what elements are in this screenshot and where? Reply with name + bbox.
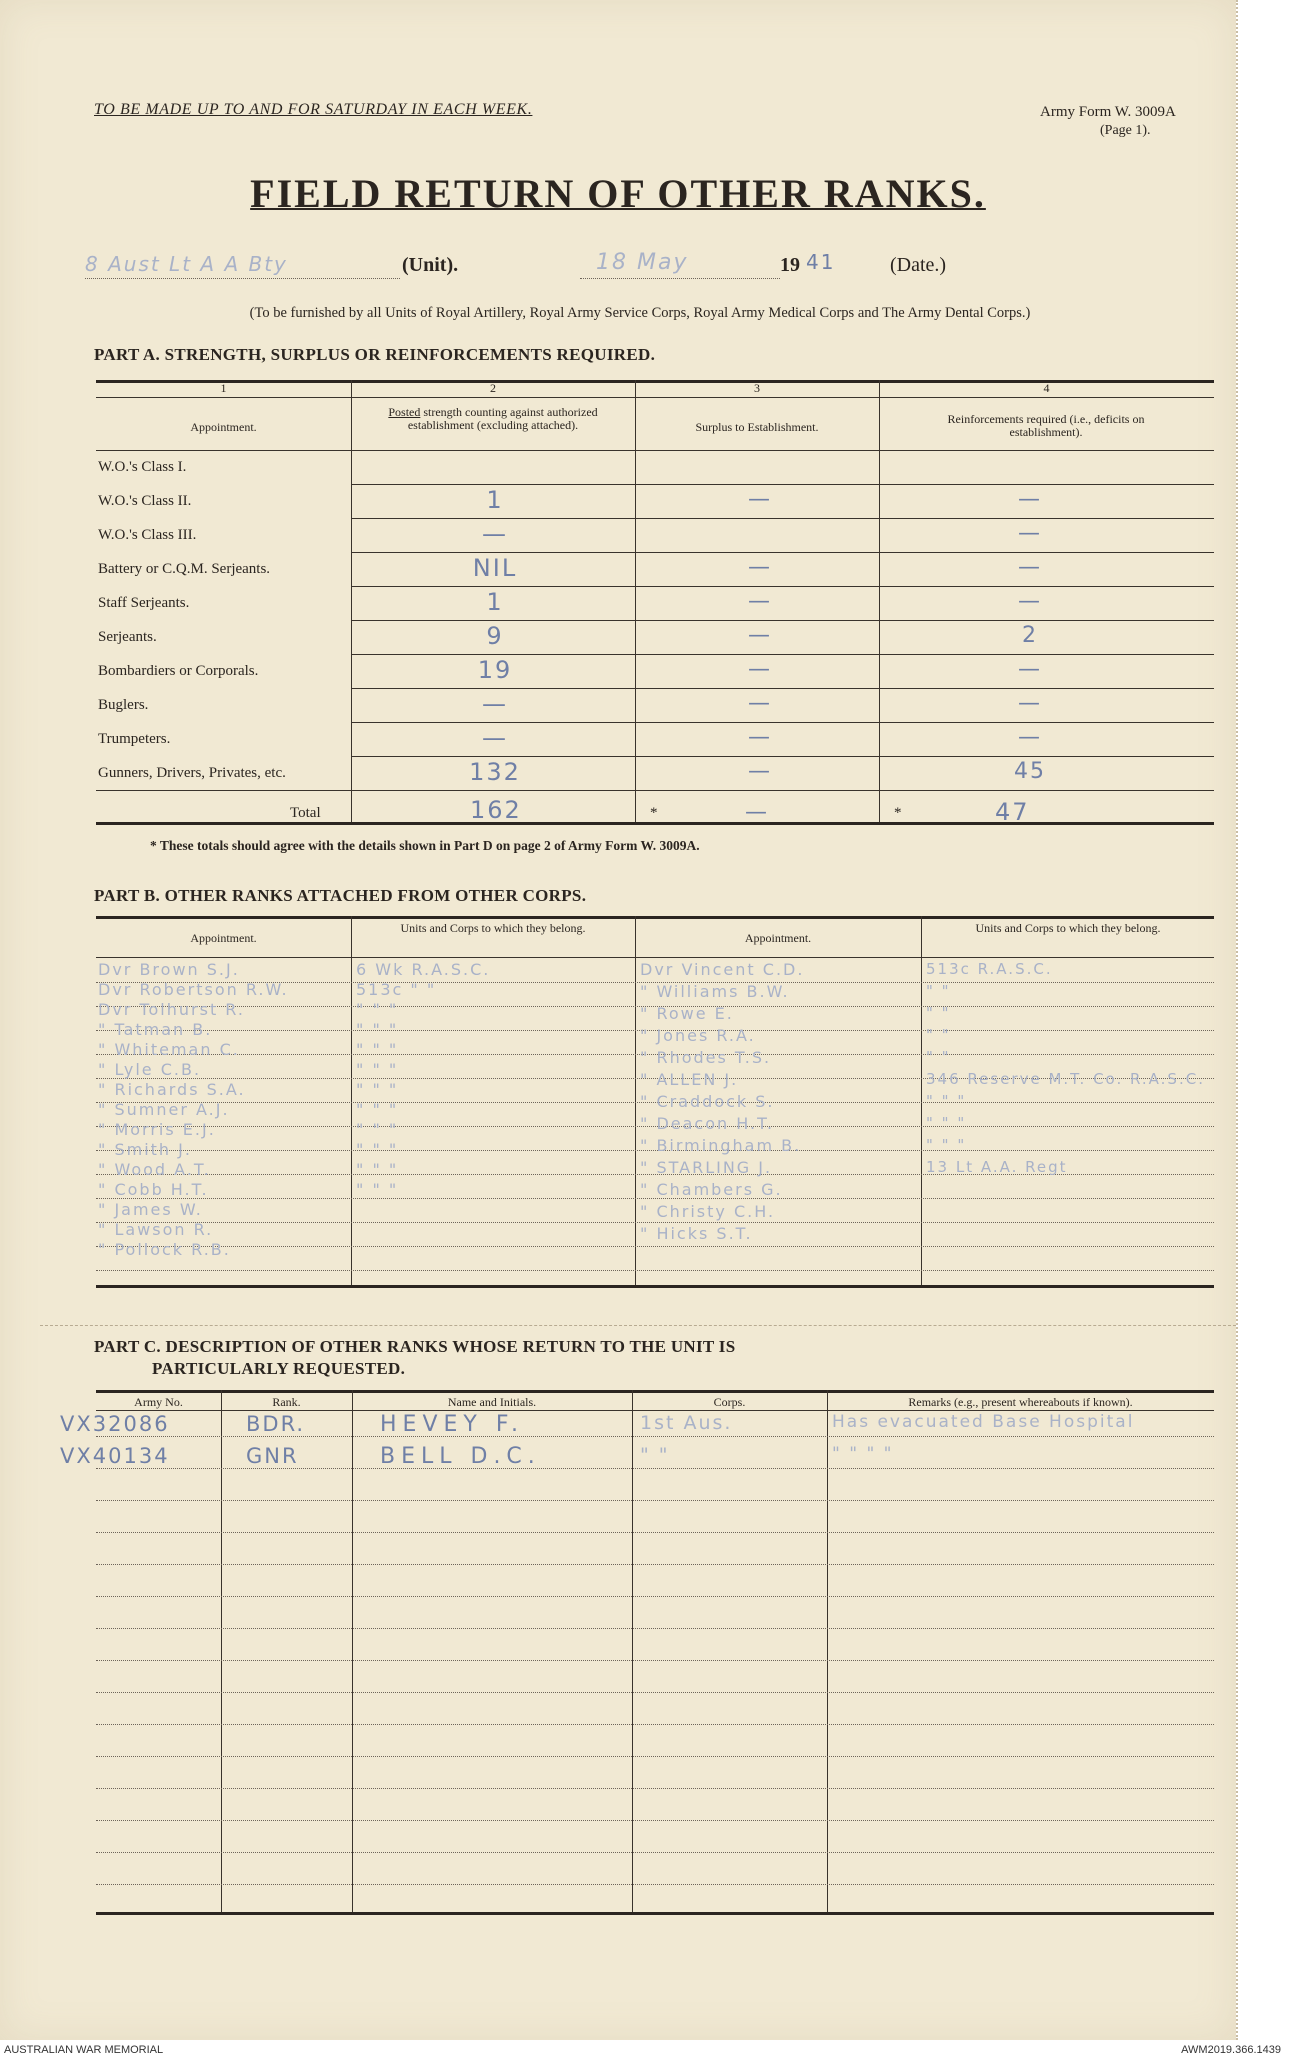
part-a-heading: PART A. STRENGTH, SURPLUS OR REINFORCEMENTS REQUIRED.: [94, 345, 656, 364]
part-b-left-name: " James W.: [98, 1200, 203, 1219]
part-b-left-name: " Morris E.J.: [98, 1120, 216, 1139]
part-b-left-unit: " " ": [356, 1040, 399, 1059]
part-a-row-line: [351, 518, 1214, 519]
part-c-dotted-line: [96, 1500, 1214, 1501]
part-c-remarks: " " " ": [832, 1444, 894, 1464]
part-b-left-unit: " " ": [356, 1060, 399, 1079]
page-footer: [0, 2040, 1289, 2061]
part-b-left-unit: " " ": [356, 1020, 399, 1039]
part-b-right-name: " Chambers G.: [640, 1180, 783, 1199]
part-c-header-remarks: Remarks (e.g., present whereabouts if known).: [908, 1395, 1133, 1409]
part-c-name: HEVEY F.: [380, 1412, 524, 1437]
part-a-posted: 132: [469, 758, 521, 786]
part-b-right-name: " Rhodes T.S.: [640, 1048, 772, 1067]
part-c-corps: " ": [640, 1444, 670, 1466]
date-year-suffix: 41: [806, 250, 836, 274]
part-a-posted: 1: [486, 486, 504, 514]
part-a-posted: 9: [486, 622, 504, 650]
part-b-right-name: " Deacon H.T.: [640, 1114, 775, 1133]
part-b-left-name: " Pollock R.B.: [98, 1240, 231, 1259]
part-b-left-unit: " " ": [356, 1100, 399, 1119]
part-a-row-line: [351, 484, 1214, 485]
part-a-row-line: [351, 756, 1214, 757]
part-a-reinforcements: —: [1018, 691, 1042, 716]
part-a-reinforcements: 45: [1014, 759, 1046, 784]
part-b-right-name: " ALLEN J.: [640, 1070, 739, 1089]
part-b-dotted-line: [96, 1246, 1214, 1247]
part-a-col-1: 1: [220, 381, 227, 395]
part-a-surplus: —: [748, 623, 772, 648]
part-a-col-2: 2: [490, 381, 496, 395]
part-c-dotted-line: [96, 1628, 1214, 1629]
part-b-header-units-left: Units and Corps to which they belong.: [400, 921, 586, 935]
part-b-right-name: " Williams B.W.: [640, 982, 790, 1001]
date-dotted-line: [580, 278, 780, 279]
part-c-header-name: Name and Initials.: [447, 1395, 537, 1409]
top-note: TO BE MADE UP TO AND FOR SATURDAY IN EACH WEEK.: [94, 101, 533, 118]
part-b-left-unit: " " ": [356, 1080, 399, 1099]
part-b-right-unit: 13 Lt A.A. Regt: [926, 1158, 1068, 1176]
part-a-appointment: Trumpeters.: [98, 731, 171, 747]
part-a-header-posted: [380, 406, 606, 432]
part-a-col-4: 4: [1043, 381, 1050, 395]
part-a-header-reinforcements: Reinforcements required (i.e., deficits on establishment).: [947, 412, 1145, 439]
part-a-row-line: [351, 722, 1214, 723]
part-b-left-name: " Tatman B.: [98, 1020, 213, 1039]
part-c-dotted-line: [96, 1436, 1214, 1437]
part-a-surplus: —: [748, 589, 772, 614]
part-a-header-appointment: Appointment.: [190, 420, 257, 434]
part-c-heading-line1: PART C. DESCRIPTION OF OTHER RANKS WHOSE RETURN TO THE UNIT IS: [94, 1337, 736, 1356]
part-a-appointment: Gunners, Drivers, Privates, etc.: [98, 765, 286, 781]
posted-rest: strength counting against authorized establishment (excluding attached).: [407, 405, 598, 432]
part-b-left-name: " Richards S.A.: [98, 1080, 246, 1099]
part-b-left-name: " Lawson R.: [98, 1220, 214, 1239]
part-b-left-name: Dvr Robertson R.W.: [98, 980, 289, 999]
part-a-reinforcements: —: [1018, 487, 1042, 512]
part-c-dotted-line: [96, 1660, 1214, 1661]
part-a-surplus: —: [748, 725, 772, 750]
part-c-dotted-line: [96, 1788, 1214, 1789]
part-a-appointment: W.O.'s Class I.: [98, 459, 187, 475]
part-b-left-name: " Cobb H.T.: [98, 1180, 209, 1199]
part-a-surplus: —: [748, 691, 772, 716]
part-a-reinforcements: —: [1018, 725, 1042, 750]
part-b-header-units-right: Units and Corps to which they belong.: [975, 921, 1161, 935]
part-a-reinforcements: —: [1018, 555, 1042, 580]
part-b-right-name: Dvr Vincent C.D.: [640, 960, 805, 979]
total-posted: 162: [470, 796, 522, 824]
part-b-dotted-line: [96, 1270, 1214, 1271]
part-b-left-unit: " " ": [356, 1000, 399, 1019]
part-a-posted: —: [482, 690, 508, 718]
part-b-right-unit: " ": [926, 1004, 951, 1022]
part-b-right-unit: 346 Reserve M.T. Co. R.A.S.C.: [926, 1070, 1205, 1088]
part-c-header-army-no: Army No.: [134, 1395, 183, 1409]
part-b-right-unit: " ": [926, 982, 951, 1000]
part-b-right-name: " Birmingham B.: [640, 1136, 802, 1155]
part-c-dotted-line: [96, 1532, 1214, 1533]
part-b-left-unit: 6 Wk R.A.S.C.: [356, 960, 491, 979]
part-a-col-3: 3: [754, 381, 760, 395]
perforated-edge: [1236, 0, 1238, 2040]
part-b-right-name: " Hicks S.T.: [640, 1224, 753, 1243]
part-a-reinforcements: —: [1018, 589, 1042, 614]
form-id: Army Form W. 3009A: [1040, 104, 1176, 120]
part-a-row-line: [351, 620, 1214, 621]
part-a-posted: —: [482, 724, 508, 752]
part-c-header-corps: Corps.: [713, 1395, 746, 1409]
part-a-posted: —: [482, 520, 508, 548]
footer-right: AWM2019.366.1439: [1181, 2044, 1281, 2056]
part-c-name: BELL D.C.: [380, 1444, 541, 1469]
unit-label: (Unit).: [402, 254, 459, 276]
part-b-dotted-line: [96, 1222, 1214, 1223]
part-b-right-unit: " " ": [926, 1092, 967, 1110]
unit-value: 8 Aust Lt A A Bty: [85, 252, 288, 276]
part-b-left-name: " Wood A.T.: [98, 1160, 211, 1179]
part-b-left-unit: " " ": [356, 1120, 399, 1139]
furnished-note: (To be furnished by all Units of Royal Artillery, Royal Army Service Corps, Royal Army Medical Corps and The Army Dental Corps.): [249, 305, 1031, 321]
part-c-heading-line2: PARTICULARLY REQUESTED.: [152, 1359, 406, 1378]
part-a-reinforcements: —: [1018, 657, 1042, 682]
part-c-dotted-line: [96, 1468, 1214, 1469]
part-a-posted: NIL: [472, 554, 518, 582]
part-a-row-line: [351, 586, 1214, 587]
part-c-remarks: Has evacuated Base Hospital: [832, 1412, 1135, 1432]
part-b-left-unit: " " ": [356, 1140, 399, 1159]
part-b-heading: PART B. OTHER RANKS ATTACHED FROM OTHER CORPS.: [94, 886, 587, 905]
part-c-rank: BDR.: [246, 1412, 306, 1436]
total-reinforcements-asterisk: *: [894, 805, 902, 821]
part-a-surplus: —: [748, 759, 772, 784]
form-page: (Page 1).: [1100, 123, 1151, 138]
part-b-right-name: " Jones R.A.: [640, 1026, 756, 1045]
total-reinforcements: 47: [995, 798, 1030, 826]
part-b-right-unit: " " ": [926, 1114, 967, 1132]
part-a-row-line: [351, 552, 1214, 553]
part-c-dotted-line: [96, 1564, 1214, 1565]
part-c-rank: GNR: [246, 1444, 299, 1468]
unit-dotted-line: [85, 278, 400, 279]
part-b-header-appointment-left: Appointment.: [190, 931, 257, 945]
part-c-dotted-line: [96, 1756, 1214, 1757]
part-a-reinforcements: 2: [1022, 623, 1038, 648]
fold-line: [40, 1325, 1236, 1326]
part-b-right-name: " STARLING J.: [640, 1158, 773, 1177]
part-b-right-name: " Christy C.H.: [640, 1202, 776, 1221]
date-value: 18 May: [596, 250, 689, 275]
part-b-left-unit: " " ": [356, 1160, 399, 1179]
date-year-prefix: 19: [780, 254, 800, 276]
date-label: (Date.): [890, 254, 947, 276]
part-b-left-unit: " " ": [356, 1180, 399, 1199]
part-a-surplus: —: [748, 657, 772, 682]
part-b-right-unit: " ": [926, 1026, 951, 1044]
part-b-left-name: Dvr Tolhurst R.: [98, 1000, 245, 1019]
part-c-dotted-line: [96, 1692, 1214, 1693]
part-c-dotted-line: [96, 1596, 1214, 1597]
part-a-reinforcements: —: [1018, 521, 1042, 546]
total-surplus: —: [745, 800, 769, 825]
part-b-right-unit: " ": [926, 1048, 951, 1066]
total-label: Total: [290, 805, 321, 821]
part-b-left-name: Dvr Brown S.J.: [98, 960, 240, 979]
part-a-surplus: —: [748, 487, 772, 512]
part-a-appointment: Staff Serjeants.: [98, 595, 190, 611]
part-c-dotted-line: [96, 1852, 1214, 1853]
part-c-dotted-line: [96, 1820, 1214, 1821]
part-b-right-unit: 513c R.A.S.C.: [926, 960, 1053, 978]
total-surplus-asterisk: *: [650, 805, 658, 821]
part-c-dotted-line: [96, 1724, 1214, 1725]
part-a-appointment: W.O.'s Class II.: [98, 493, 192, 509]
part-b-right-unit: " " ": [926, 1136, 967, 1154]
footer-left: AUSTRALIAN WAR MEMORIAL: [4, 2044, 164, 2056]
part-a-footnote: * These totals should agree with the details shown in Part D on page 2 of Army Form W. 3009A.: [150, 838, 700, 853]
part-b-left-name: " Whiteman C.: [98, 1040, 240, 1059]
part-c-dotted-line: [96, 1884, 1214, 1885]
part-b-left-name: " Sumner A.J.: [98, 1100, 230, 1119]
part-b-right-name: " Craddock S.: [640, 1092, 775, 1111]
part-a-appointment: Battery or C.Q.M. Serjeants.: [98, 561, 271, 577]
part-a-row-line: [351, 654, 1214, 655]
part-b-left-unit: 513c " ": [356, 980, 437, 999]
part-b-header-appointment-right: Appointment.: [744, 931, 812, 945]
part-a-surplus: —: [748, 555, 772, 580]
part-a-posted: 19: [477, 656, 513, 684]
part-a-header-surplus: Surplus to Establishment.: [695, 420, 819, 434]
part-a-appointment: Serjeants.: [98, 629, 157, 645]
part-c-army-no: VX32086: [60, 1412, 170, 1436]
part-a-row-line: [351, 688, 1214, 689]
part-c-header-rank: Rank.: [272, 1395, 301, 1409]
part-c-army-no: VX40134: [60, 1444, 170, 1468]
part-b-left-name: " Smith J.: [98, 1140, 192, 1159]
part-c-corps: 1st Aus.: [640, 1412, 733, 1434]
part-b-right-name: " Rowe E.: [640, 1004, 734, 1023]
posted-underlined: Posted: [388, 405, 421, 419]
part-a-appointment: Buglers.: [98, 697, 149, 713]
part-b-left-name: " Lyle C.B.: [98, 1060, 202, 1079]
page-title: FIELD RETURN OF OTHER RANKS.: [250, 171, 986, 216]
part-a-appointment: W.O.'s Class III.: [98, 527, 197, 543]
part-a-posted: 1: [486, 588, 504, 616]
part-a-appointment: Bombardiers or Corporals.: [98, 663, 259, 679]
